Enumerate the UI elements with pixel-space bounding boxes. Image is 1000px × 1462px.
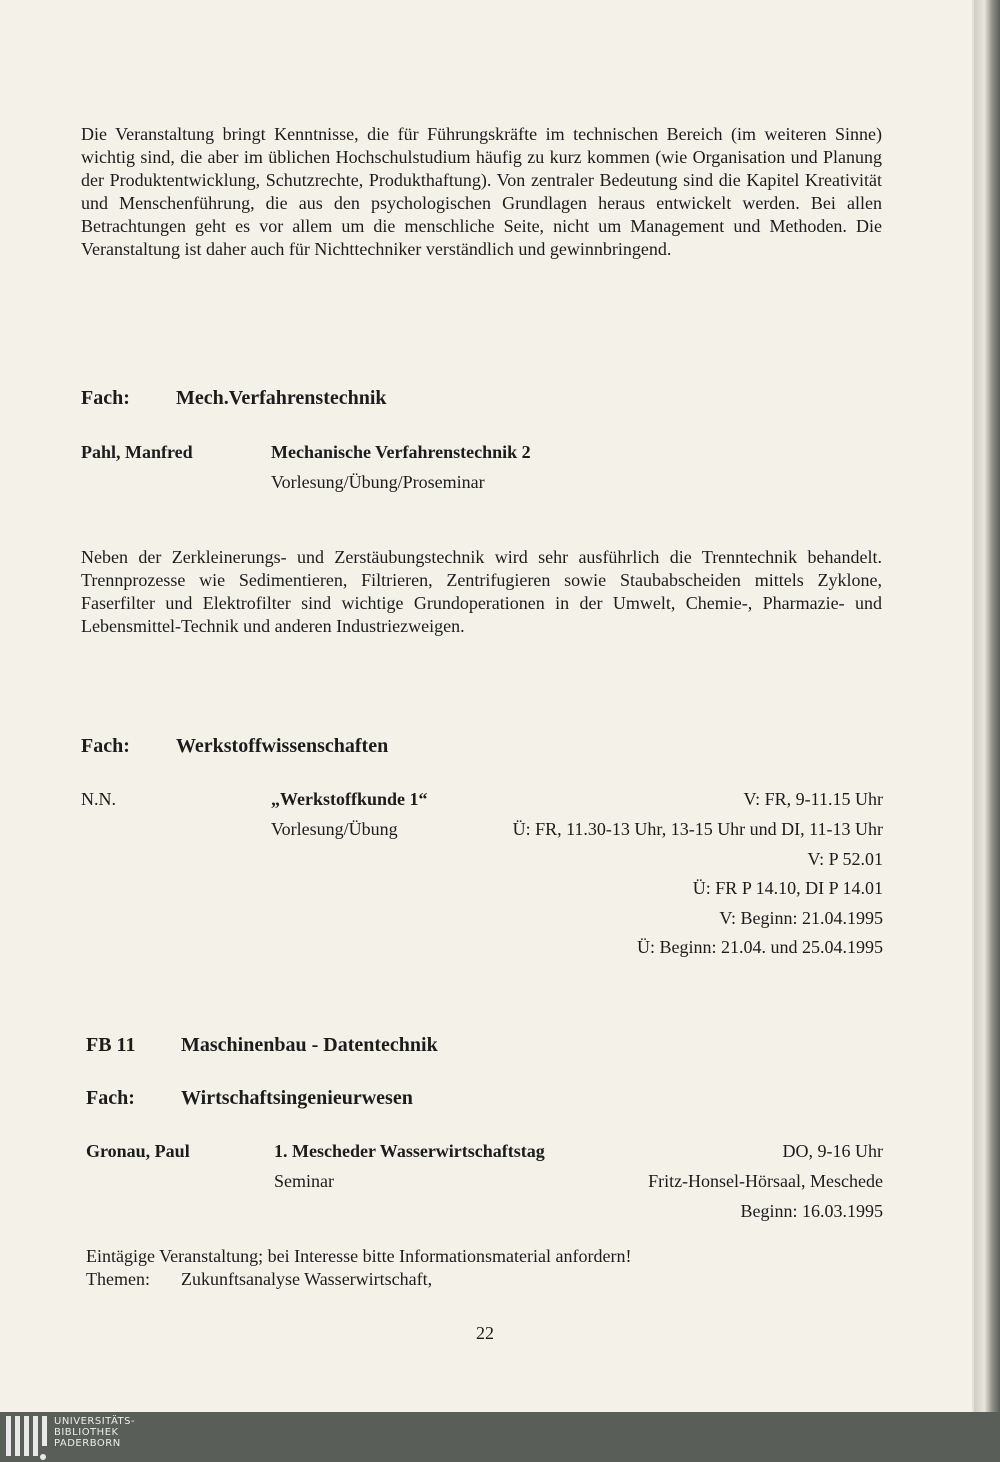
- library-logo-dot-icon: [40, 1454, 46, 1460]
- section1-fach-label: Fach:: [81, 387, 130, 409]
- section3-note: Eintägige Veranstaltung; bei Interesse bitte Informationsmaterial anfordern!: [86, 1246, 632, 1266]
- section1-course-type: Vorlesung/Übung/Proseminar: [271, 472, 485, 492]
- schedule-line: V: P 52.01: [807, 849, 883, 869]
- logo-line-2: BIBLIOTHEK: [54, 1427, 119, 1438]
- section3-location: Fritz-Honsel-Hörsaal, Meschede: [648, 1171, 883, 1191]
- schedule-line: V: FR, 9-11.15 Uhr: [743, 789, 883, 809]
- section3-course-title: 1. Mescheder Wasserwirtschaftstag: [274, 1141, 545, 1161]
- section3-start: Beginn: 16.03.1995: [740, 1201, 883, 1221]
- logo-line-1: UNIVERSITÄTS-: [54, 1416, 136, 1427]
- faculty-code: FB 11: [86, 1034, 136, 1056]
- schedule-line: Ü: FR P 14.10, DI P 14.01: [692, 878, 883, 898]
- section3-topics: Zukunftsanalyse Wasserwirtschaft,: [181, 1269, 433, 1289]
- section1-fach-name: Mech.Verfahrenstechnik: [176, 387, 387, 409]
- section3-lecturer: Gronau, Paul: [86, 1141, 190, 1161]
- section2-course-title: „Werkstoffkunde 1“: [271, 789, 428, 809]
- schedule-line: Ü: FR, 11.30-13 Uhr, 13-15 Uhr und DI, 11-13 Uhr: [512, 819, 883, 839]
- section2-fach-name: Werkstoffwissenschaften: [176, 735, 389, 757]
- logo-line-3: PADERBORN: [54, 1438, 121, 1449]
- section2-fach-label: Fach:: [81, 735, 130, 757]
- page-edge: [974, 0, 1000, 1412]
- section3-fach-name: Wirtschaftsingenieurwesen: [181, 1087, 413, 1109]
- library-logo-text: [54, 1416, 135, 1449]
- section1-description: Neben der Zerkleinerungs- und Zerstäubungstechnik wird sehr ausführlich die Trenntechnik behandelt. Trennprozesse wie Sedimentieren, Filtrieren, Zentrifugieren sowie Staubabscheiden mittels Zyklone, Faserfilter und Elektrofilter sind wichtige Grundoperationen in der Umwelt, Chemie-, Pharmazie- und Lebensmittel-Technik und anderen Industriezweigen.: [81, 547, 882, 636]
- section3-course-type: Seminar: [274, 1171, 334, 1191]
- library-logo: [6, 1414, 166, 1460]
- section1-course-title: Mechanische Verfahrenstechnik 2: [271, 442, 531, 462]
- schedule-line: V: Beginn: 21.04.1995: [719, 908, 883, 928]
- faculty-name: Maschinenbau - Datentechnik: [181, 1034, 438, 1056]
- section1-lecturer: Pahl, Manfred: [81, 442, 193, 462]
- section3-time: DO, 9-16 Uhr: [782, 1141, 883, 1161]
- schedule-line: Ü: Beginn: 21.04. und 25.04.1995: [637, 937, 883, 957]
- section3-fach-label: Fach:: [86, 1087, 135, 1109]
- section2-lecturer: N.N.: [81, 789, 116, 809]
- section2-course-type: Vorlesung/Übung: [271, 819, 398, 839]
- page-number: 22: [476, 1323, 494, 1343]
- section3-topics-label: Themen:: [86, 1269, 150, 1289]
- intro-paragraph: Die Veranstaltung bringt Kenntnisse, die für Führungskräfte im technischen Bereich (im weiteren Sinne) wichtig sind, die aber im üblichen Hochschulstudium häufig zu kurz kommen (wie Organisation und Planung der Produktentwicklung, Schutzrechte, Produkthaftung). Von zentraler Bedeutung sind die Kapitel Kreativität und Menschenführung, die aus den psychologischen Grundlagen heraus entwickelt werden. Bei allen Betrachtungen geht es vor allem um die menschliche Seite, nicht um Management und Methoden. Die Veranstaltung ist daher auch für Nichttechniker verständlich und gewinnbringend.: [81, 124, 882, 259]
